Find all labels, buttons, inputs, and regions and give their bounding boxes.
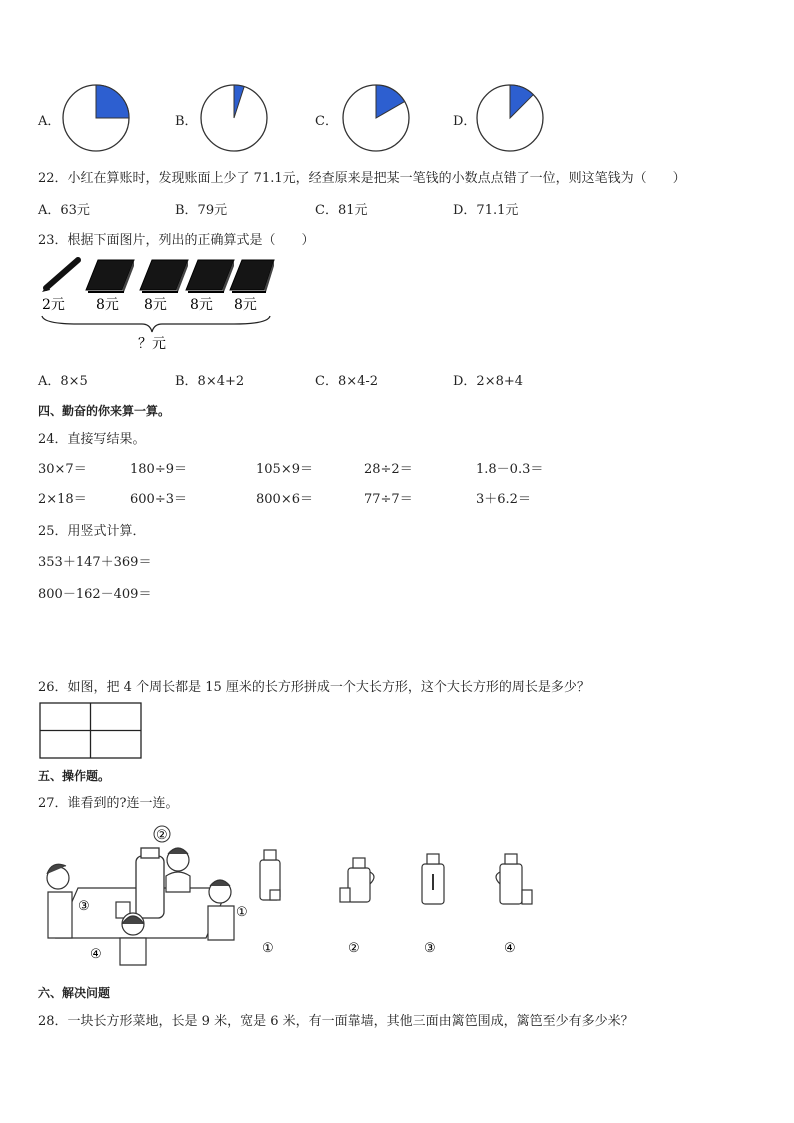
- price-book-3: 8元: [190, 297, 213, 313]
- person-bottom: [120, 913, 146, 965]
- q23-option-c: C．8×4-2: [315, 374, 379, 389]
- q23-figure: [38, 254, 278, 354]
- q23-option-a: A．8×5: [38, 374, 88, 389]
- scene-label-3: ③: [78, 899, 90, 914]
- view-label-1: ①: [262, 941, 274, 956]
- person-left: [47, 864, 72, 938]
- scene-label-1: ①: [236, 905, 248, 920]
- q24-item: 30×7＝: [38, 462, 87, 477]
- q22-option-c: C．81元: [315, 203, 368, 218]
- q24-item: 105×9＝: [256, 462, 313, 477]
- q24-item: 3＋6.2＝: [476, 492, 531, 507]
- book-icon: [186, 260, 234, 292]
- section-4-heading: 四、勤奋的你来算一算。: [38, 404, 171, 418]
- q21-option-a-letter: A．: [38, 114, 61, 129]
- book-icon: [230, 260, 274, 292]
- thermos-icon: [136, 848, 164, 918]
- total-label: ？元: [138, 336, 166, 352]
- pie-a-sector: [96, 85, 129, 118]
- q22-option-b: B．79元: [175, 203, 228, 218]
- view-label-2: ②: [348, 941, 360, 956]
- q24-question: 24．直接写结果。: [38, 432, 146, 447]
- q28-question: 28．一块长方形菜地，长是 9 米，宽是 6 米，有一面靠墙，其他三面由篱笆围成，篱笆至少有多少米？: [38, 1014, 634, 1029]
- q26-rectangle-figure: [39, 702, 143, 760]
- q26-question: 26．如图，把 4 个周长都是 15 厘米的长方形拼成一个大长方形，这个大长方形的周长是多少？: [38, 680, 590, 695]
- view-4-thermos-icon: [496, 854, 532, 904]
- q23-question: 23．根据下面图片，列出的正确算式是（ ）: [38, 233, 315, 248]
- q23-option-d: D．2×8+4: [453, 374, 524, 389]
- view-3-thermos-icon: [422, 854, 444, 904]
- q24-item: 600÷3＝: [130, 492, 187, 507]
- q25-line-1: 353＋147＋369＝: [38, 555, 152, 570]
- q24-item: 2×18＝: [38, 492, 87, 507]
- q21-option-d-pie: [476, 84, 544, 152]
- view-2-thermos-icon: [340, 858, 374, 902]
- price-book-1: 8元: [96, 297, 119, 313]
- price-pen: 2元: [42, 297, 65, 313]
- q27-question: 27．谁看到的?连一连。: [38, 796, 179, 811]
- q22-question: 22．小红在算账时，发现账面上少了 71.1元，经查原来是把某一笔钱的小数点点错了一位，则这笔钱为（ ）: [38, 171, 686, 186]
- q22-option-a: A．63元: [38, 203, 90, 218]
- q24-item: 180÷9＝: [130, 462, 187, 477]
- q24-item: 77÷7＝: [364, 492, 413, 507]
- pen-icon: [42, 260, 78, 292]
- scene-label-2: ②: [156, 828, 168, 843]
- q21-option-c-letter: C．: [315, 114, 338, 129]
- q24-item: 800×6＝: [256, 492, 313, 507]
- q21-option-d-letter: D．: [453, 114, 477, 129]
- person-top: [166, 848, 190, 892]
- q21-option-a-pie: [62, 84, 130, 152]
- view-label-3: ③: [424, 941, 436, 956]
- q22-option-d: D．71.1元: [453, 203, 519, 218]
- view-label-4: ④: [504, 941, 516, 956]
- q24-item: 28÷2＝: [364, 462, 413, 477]
- q27-figure: [38, 820, 578, 970]
- book-icon: [140, 260, 188, 292]
- q25-question: 25．用竖式计算．: [38, 524, 146, 539]
- q23-option-b: B．8×4+2: [175, 374, 245, 389]
- price-book-2: 8元: [144, 297, 167, 313]
- brace: [42, 316, 270, 332]
- q21-option-b-pie: [200, 84, 268, 152]
- price-book-4: 8元: [234, 297, 257, 313]
- scene-label-4: ④: [90, 947, 102, 962]
- section-5-heading: 五、操作题。: [38, 769, 111, 783]
- q24-item: 1.8－0.3＝: [476, 462, 544, 477]
- q25-line-2: 800－162－409＝: [38, 587, 152, 602]
- section-6-heading: 六、解决问题: [38, 986, 111, 1000]
- q21-option-b-letter: B．: [175, 114, 198, 129]
- q21-option-c-pie: [342, 84, 410, 152]
- person-right: [208, 880, 234, 940]
- book-icon: [86, 260, 134, 292]
- view-1-thermos-icon: [260, 850, 280, 900]
